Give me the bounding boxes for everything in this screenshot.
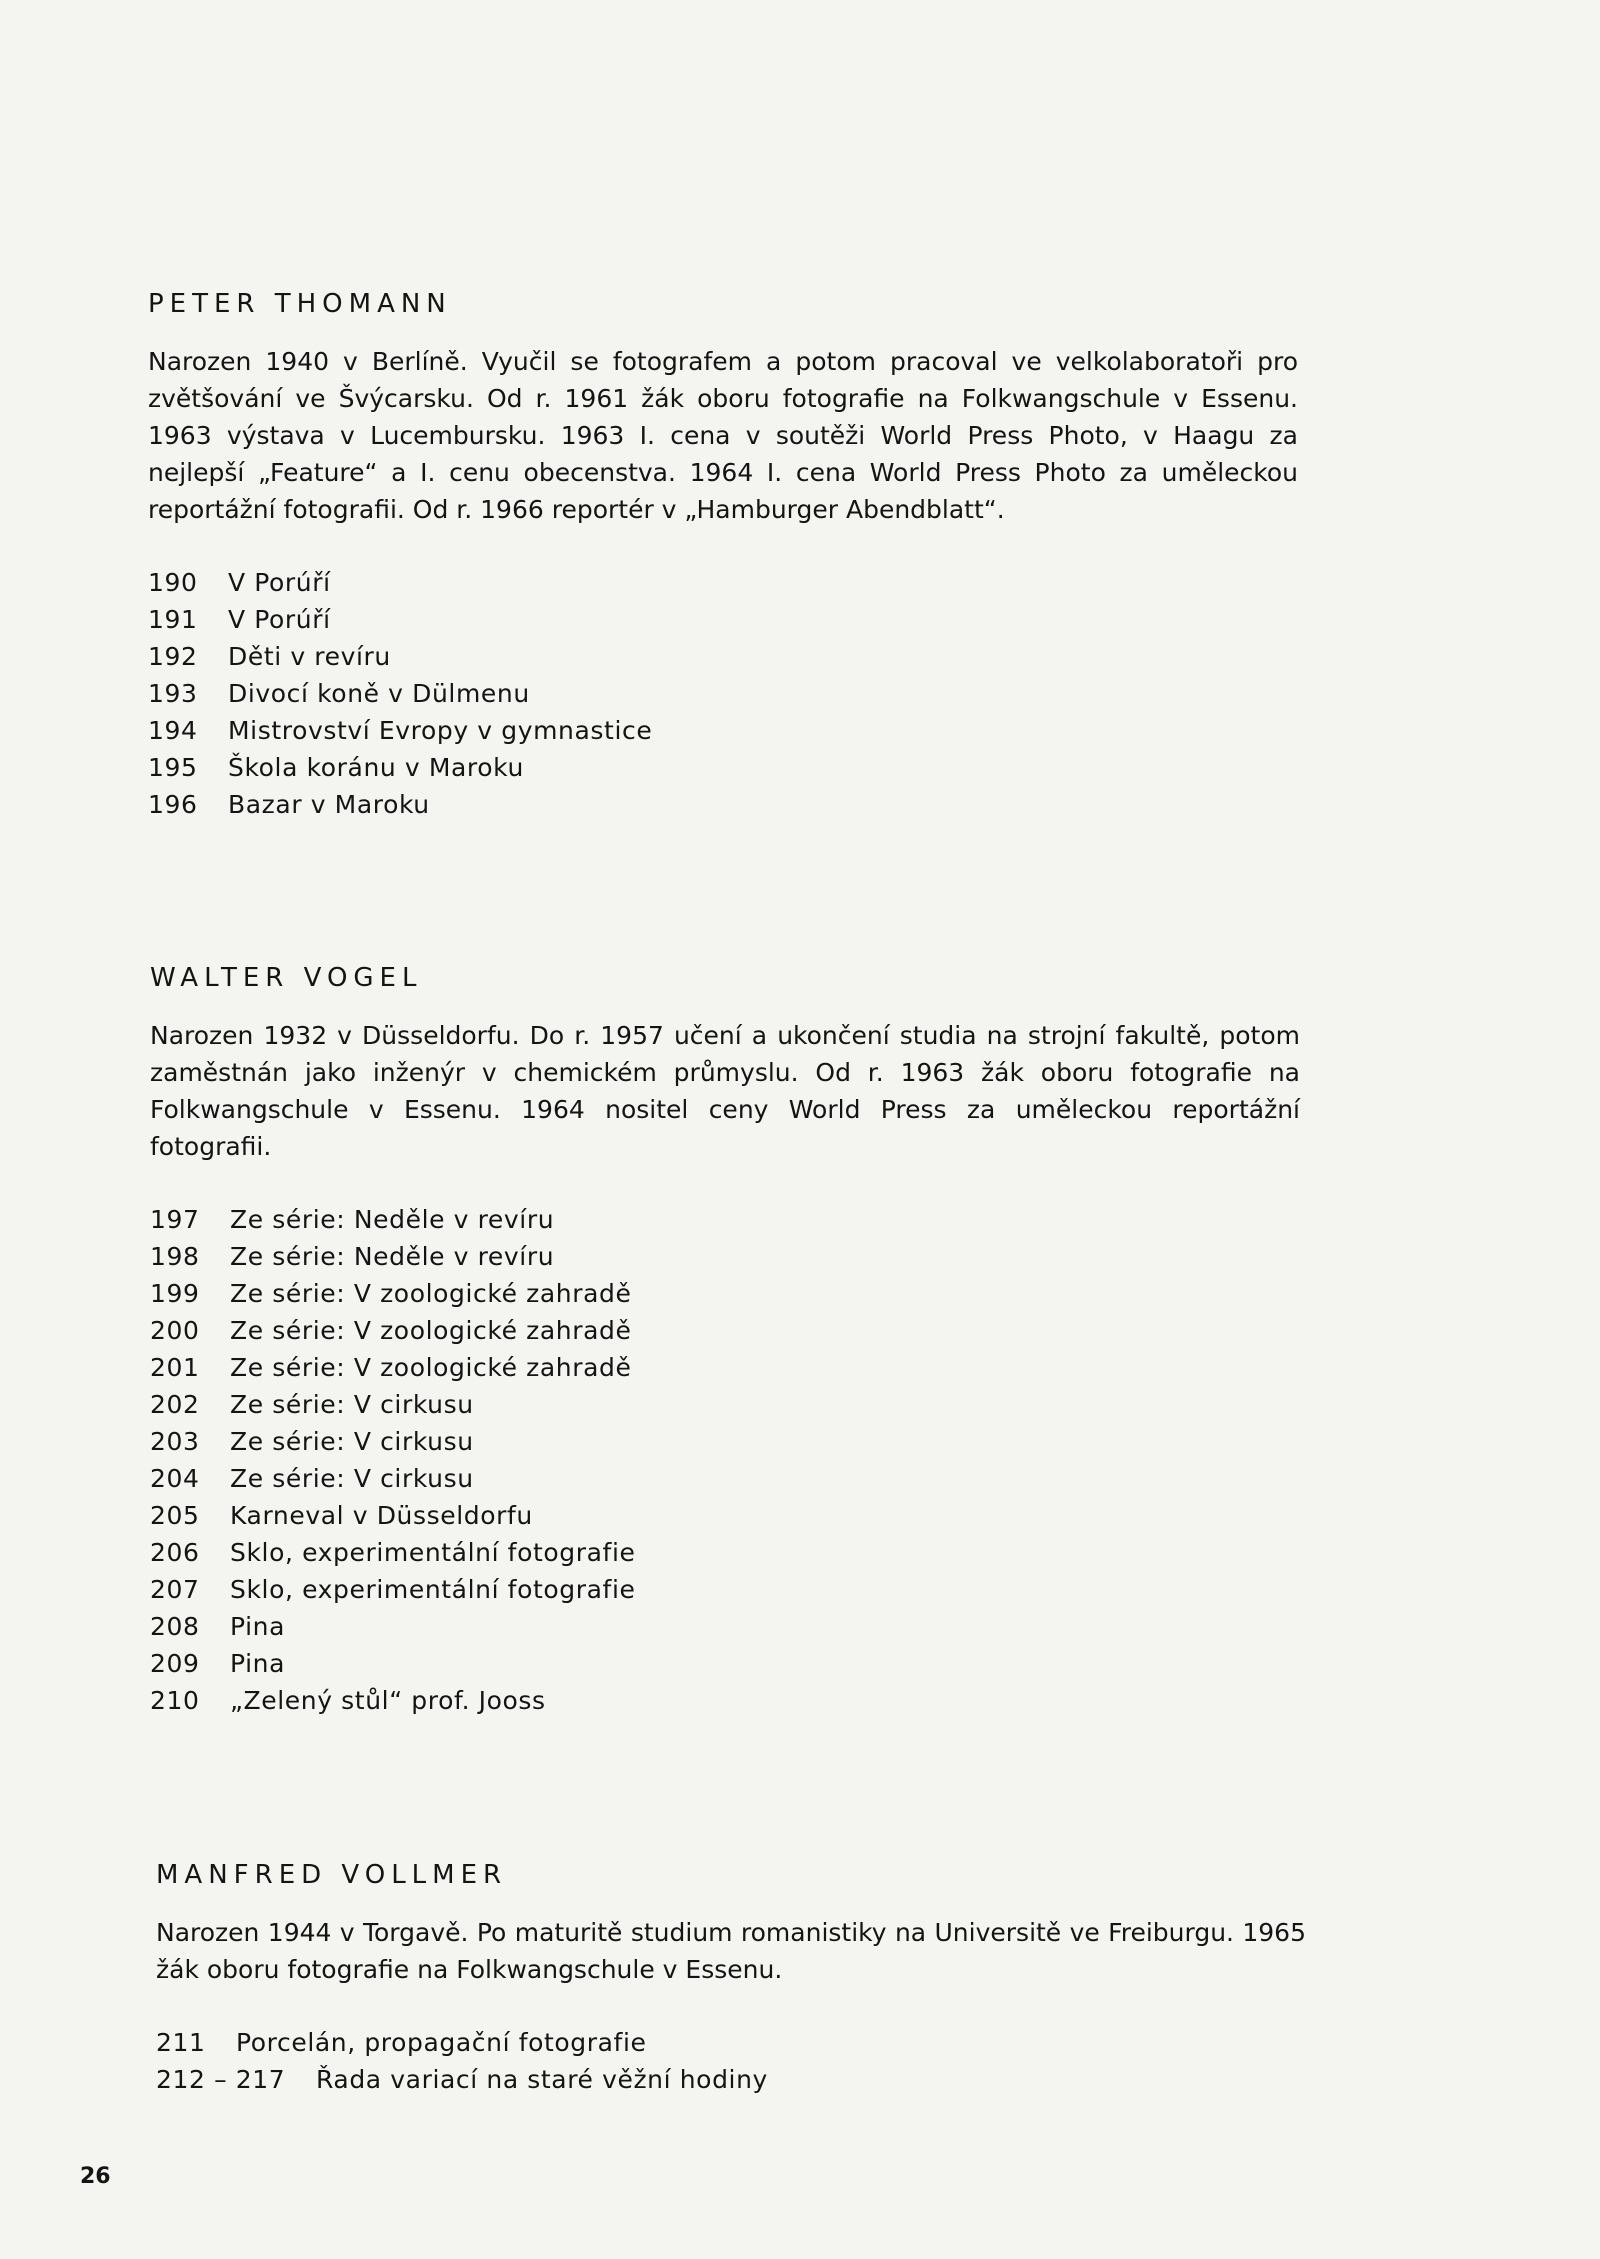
work-item — [148, 786, 1298, 823]
work-item — [148, 712, 1298, 749]
work-number: 192 — [148, 642, 198, 671]
work-title: V Porúří — [228, 568, 331, 597]
photographer-name: PETER THOMANN — [148, 289, 452, 319]
work-item — [148, 749, 1298, 786]
work-item — [150, 1275, 1300, 1312]
photographer-section-vollmer — [156, 1860, 1306, 2098]
work-item — [148, 638, 1298, 675]
work-title: V Porúří — [228, 605, 331, 634]
work-number: 193 — [148, 679, 198, 708]
work-item — [150, 1571, 1300, 1608]
work-title: Ze série: V cirkusu — [230, 1427, 474, 1456]
work-item — [150, 1238, 1300, 1275]
work-number: 210 — [150, 1686, 200, 1715]
work-item — [150, 1497, 1300, 1534]
work-title: Mistrovství Evropy v gymnastice — [228, 716, 653, 745]
work-number: 199 — [150, 1279, 200, 1308]
work-title: Ze série: Neděle v revíru — [230, 1242, 555, 1271]
work-item — [150, 1349, 1300, 1386]
work-title: Ze série: V zoologické zahradě — [230, 1279, 632, 1308]
photographer-section-thomann — [148, 289, 1298, 823]
work-title: „Zelený stůl“ prof. Jooss — [230, 1686, 546, 1715]
work-number: 203 — [150, 1427, 200, 1456]
work-title: Porcelán, propagační fotografie — [236, 2028, 647, 2057]
work-number: 206 — [150, 1538, 200, 1567]
work-title: Bazar v Maroku — [228, 790, 430, 819]
photographer-bio: Narozen 1944 v Torgavě. Po maturitě studium romanistiky na Universitě ve Freiburgu. 1965 žák oboru fotografie na Folkwangschule v Essenu. — [156, 1918, 1306, 1984]
works-list — [148, 564, 1298, 823]
work-item — [150, 1682, 1300, 1719]
work-item — [150, 1645, 1300, 1682]
work-item — [148, 675, 1298, 712]
work-title: Divocí koně v Dülmenu — [228, 679, 530, 708]
work-title: Pina — [230, 1649, 286, 1678]
work-number: 212 – 217 — [156, 2065, 286, 2094]
work-number: 197 — [150, 1205, 200, 1234]
photographer-section-vogel — [150, 963, 1300, 1719]
photographer-name: WALTER VOGEL — [150, 963, 423, 993]
work-item — [150, 1460, 1300, 1497]
work-number: 204 — [150, 1464, 200, 1493]
works-list — [150, 1201, 1300, 1719]
work-item — [156, 2061, 1306, 2098]
work-item — [156, 2024, 1306, 2061]
work-item — [150, 1312, 1300, 1349]
work-title: Ze série: V zoologické zahradě — [230, 1316, 632, 1345]
work-item — [150, 1201, 1300, 1238]
work-number: 196 — [148, 790, 198, 819]
works-list — [156, 2024, 1306, 2098]
work-title: Škola koránu v Maroku — [228, 753, 524, 782]
work-title: Ze série: V cirkusu — [230, 1390, 474, 1419]
work-title: Ze série: V cirkusu — [230, 1464, 474, 1493]
work-number: 190 — [148, 568, 198, 597]
work-number: 207 — [150, 1575, 200, 1604]
page-number: 26 — [80, 2164, 111, 2189]
work-item — [150, 1608, 1300, 1645]
work-item — [148, 564, 1298, 601]
work-title: Pina — [230, 1612, 286, 1641]
photographer-bio: Narozen 1932 v Düsseldorfu. Do r. 1957 učení a ukončení studia na strojní fakultě, potom zaměstnán jako inženýr v chemickém průmyslu. Od r. 1963 žák oboru fotografie na Folkwangschule v Essenu. 1964 nositel ceny World Press za uměleckou reportážní fotografii. — [150, 1021, 1300, 1161]
work-number: 211 — [156, 2028, 206, 2057]
work-title: Ze série: Neděle v revíru — [230, 1205, 555, 1234]
photographer-bio: Narozen 1940 v Berlíně. Vyučil se fotografem a potom pracoval ve velkolaboratoři pro zvětšování ve Švýcarsku. Od r. 1961 žák oboru fotografie na Folkwangschule v Essenu. 1963 výstava v Lucembursku. 1963 I. cena v soutěži World Press Photo, v Haagu za nejlepší „Feature“ a I. cenu obecenstva. 1964 I. cena World Press Photo za uměleckou reportážní fotografii. Od r. 1966 reportér v „Hamburger Abendblatt“. — [148, 347, 1298, 524]
work-number: 200 — [150, 1316, 200, 1345]
work-number: 194 — [148, 716, 198, 745]
photographer-name: MANFRED VOLLMER — [156, 1860, 508, 1890]
work-number: 202 — [150, 1390, 200, 1419]
work-title: Řada variací na staré věžní hodiny — [316, 2065, 768, 2094]
work-title: Karneval v Düsseldorfu — [230, 1501, 533, 1530]
work-title: Ze série: V zoologické zahradě — [230, 1353, 632, 1382]
work-number: 205 — [150, 1501, 200, 1530]
work-title: Sklo, experimentální fotografie — [230, 1538, 636, 1567]
work-number: 198 — [150, 1242, 200, 1271]
work-number: 201 — [150, 1353, 200, 1382]
work-number: 191 — [148, 605, 198, 634]
work-title: Sklo, experimentální fotografie — [230, 1575, 636, 1604]
work-item — [148, 601, 1298, 638]
work-title: Děti v revíru — [228, 642, 391, 671]
work-number: 208 — [150, 1612, 200, 1641]
work-number: 195 — [148, 753, 198, 782]
work-item — [150, 1386, 1300, 1423]
work-item — [150, 1534, 1300, 1571]
work-number: 209 — [150, 1649, 200, 1678]
work-item — [150, 1423, 1300, 1460]
